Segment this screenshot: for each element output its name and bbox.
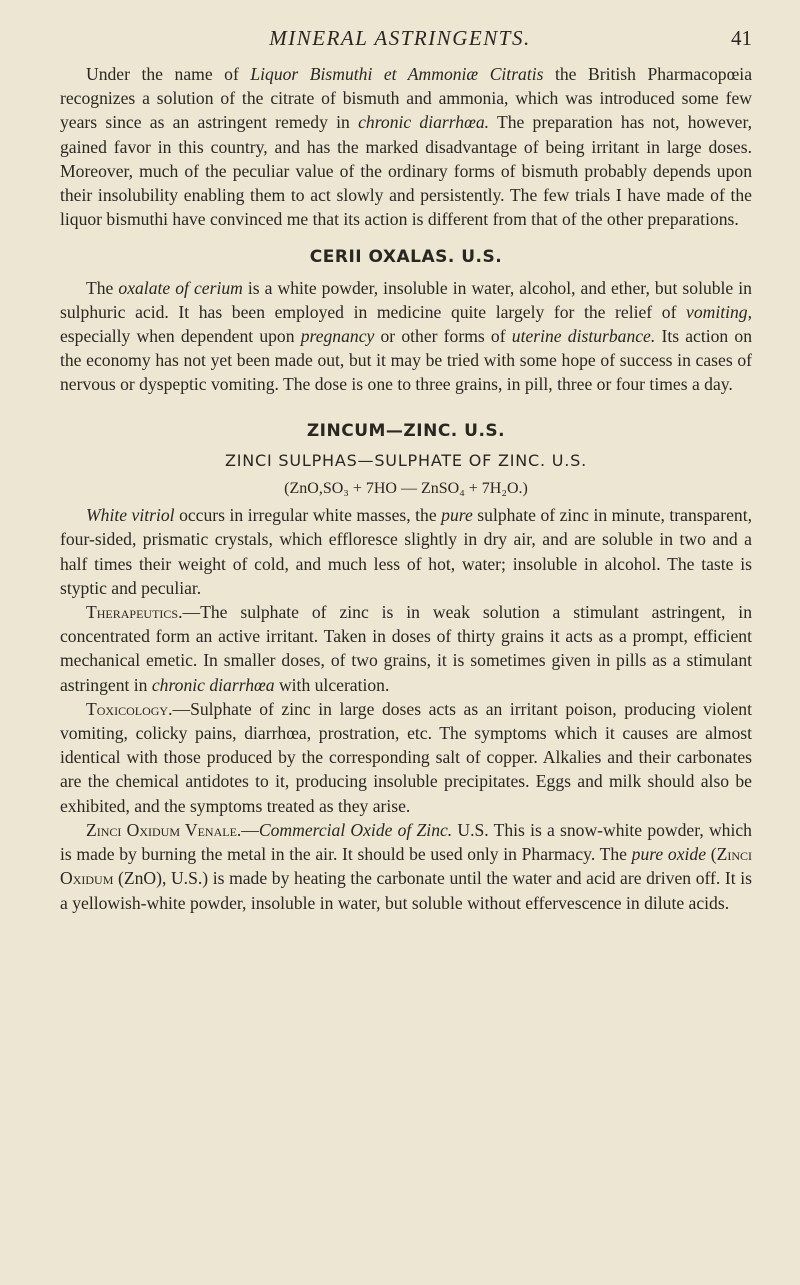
- italic-run: pregnancy: [300, 326, 375, 347]
- italic-run: pure oxide: [631, 844, 707, 865]
- page-body: [60, 62, 752, 915]
- intro-paragraph: [60, 62, 752, 231]
- italic-run: chronic diarrhœa.: [358, 112, 490, 133]
- text-run: occurs in irregular white masses, the: [174, 505, 442, 526]
- italic-run: chronic diarrhœa: [151, 674, 275, 695]
- run-in-label: Zinci Oxidum Venale.: [86, 819, 242, 840]
- text-run: especially when dependent upon: [60, 326, 301, 347]
- italic-run: White vitriol: [86, 505, 175, 526]
- page-number: 41: [731, 26, 752, 50]
- section-heading-zincum: ZINCUM—ZINC. U.S.: [306, 420, 506, 441]
- therapeutics-paragraph: [60, 600, 752, 697]
- text-run: (ZnO), U.S.) is made by heating the carbonate until the water and acid are driven off. It is a yellowish-white powder, insoluble in water, but soluble without effervescence in dilute acids.: [60, 868, 752, 913]
- text-run: —: [241, 819, 259, 840]
- text-run: the British Pharmacopœia recognizes a solution of the citrate of bismuth and ammonia, which was introduced some few years since as an astringent remedy in: [60, 64, 753, 133]
- text-run: The: [86, 277, 119, 298]
- text-run: or other forms of: [374, 326, 512, 347]
- italic-run: oxalate of cerium: [118, 277, 243, 298]
- text-run: sulphate of zinc in minute, transparent, four-sided, prismatic crystals, which effloresce slightly in dry air, and are soluble in two and a half times their weight of cold, and much less of hot, water; insoluble in alcohol. The taste is styptic and peculiar.: [60, 505, 752, 598]
- section-heading-cerii-oxalas: CERII OXALAS. U.S.: [309, 247, 503, 268]
- text-run: —Sulphate of zinc in large doses acts as an irritant poison, producing violent vomiting, colicky pains, diarrhœa, prostration, etc. The symptoms which it causes are almost identical with those produced by the corresponding salt of copper. Alkalies and their carbonates are the chemical antidotes to it, producing insoluble precipitates. Eggs and milk should also be exhibited, and the symptoms treated as they arise.: [60, 698, 752, 816]
- italic-run: Liquor Bismuthi et Ammoniæ Citratis: [250, 64, 544, 84]
- text-run: with ulceration.: [274, 674, 390, 695]
- running-head: MINERAL ASTRINGENTS.: [269, 26, 531, 50]
- text-run: is a white powder, insoluble in water, alcohol, and ether, but soluble in sulphuric acid. It has been employed in medicine quite largely for the relief of: [60, 277, 752, 322]
- italic-run: vomiting,: [686, 301, 752, 322]
- chemical-formula: (ZnO,SO₃ + 7HO — ZnSO₄ + 7H₂O.): [284, 480, 528, 498]
- cerii-paragraph: [60, 276, 752, 397]
- text-run: Its action on the economy has not yet been made out, but it may be tried with some hope of success in cases of nervous or dyspeptic vomiting. The dose is one to three grains, in pill, three or four times a day.: [60, 326, 753, 395]
- text-run: Under the name of: [86, 64, 251, 84]
- text-run: —The sulphate of zinc is in weak solution a stimulant astringent, in concentrated form an active irritant. Taken in doses of thirty grains it acts as a prompt, efficient mechanical emetic. In smaller doses, of two grains, it is sometimes given in pills as a stimulant astringent in: [60, 602, 752, 695]
- italic-run: uterine disturbance.: [511, 326, 656, 347]
- subheading-zinci-sulphas: ZINCI SULPHAS—SULPHATE OF ZINC. U.S.: [224, 450, 588, 470]
- zinci-oxidum-paragraph: [60, 818, 752, 915]
- run-in-label: Therapeutics.: [86, 602, 183, 623]
- italic-run: Commercial Oxide of Zinc.: [258, 819, 453, 840]
- run-in-label: Toxicology.: [86, 698, 173, 719]
- small-caps-run: Zinci Oxidum: [60, 844, 752, 889]
- text-run: U.S. This is a snow-white powder, which is made by burning the metal in the air. It should be used only in Pharmacy. The: [60, 819, 752, 865]
- toxicology-paragraph: [60, 697, 752, 818]
- italic-run: pure: [441, 505, 473, 526]
- text-run: (: [706, 844, 717, 865]
- text-run: The preparation has not, however, gained favor in this country, and has the marked disadvantage of being irritant in large doses. Moreover, much of the peculiar value of the ordinary forms of bismuth probably depends upon their insolubility enabling them to act slowly and persistently. The few trials I have made of the liquor bismuthi have convinced me that its action is different from that of the other preparations.: [60, 112, 752, 230]
- page-header: [0, 26, 800, 56]
- white-vitriol-paragraph: [60, 503, 752, 600]
